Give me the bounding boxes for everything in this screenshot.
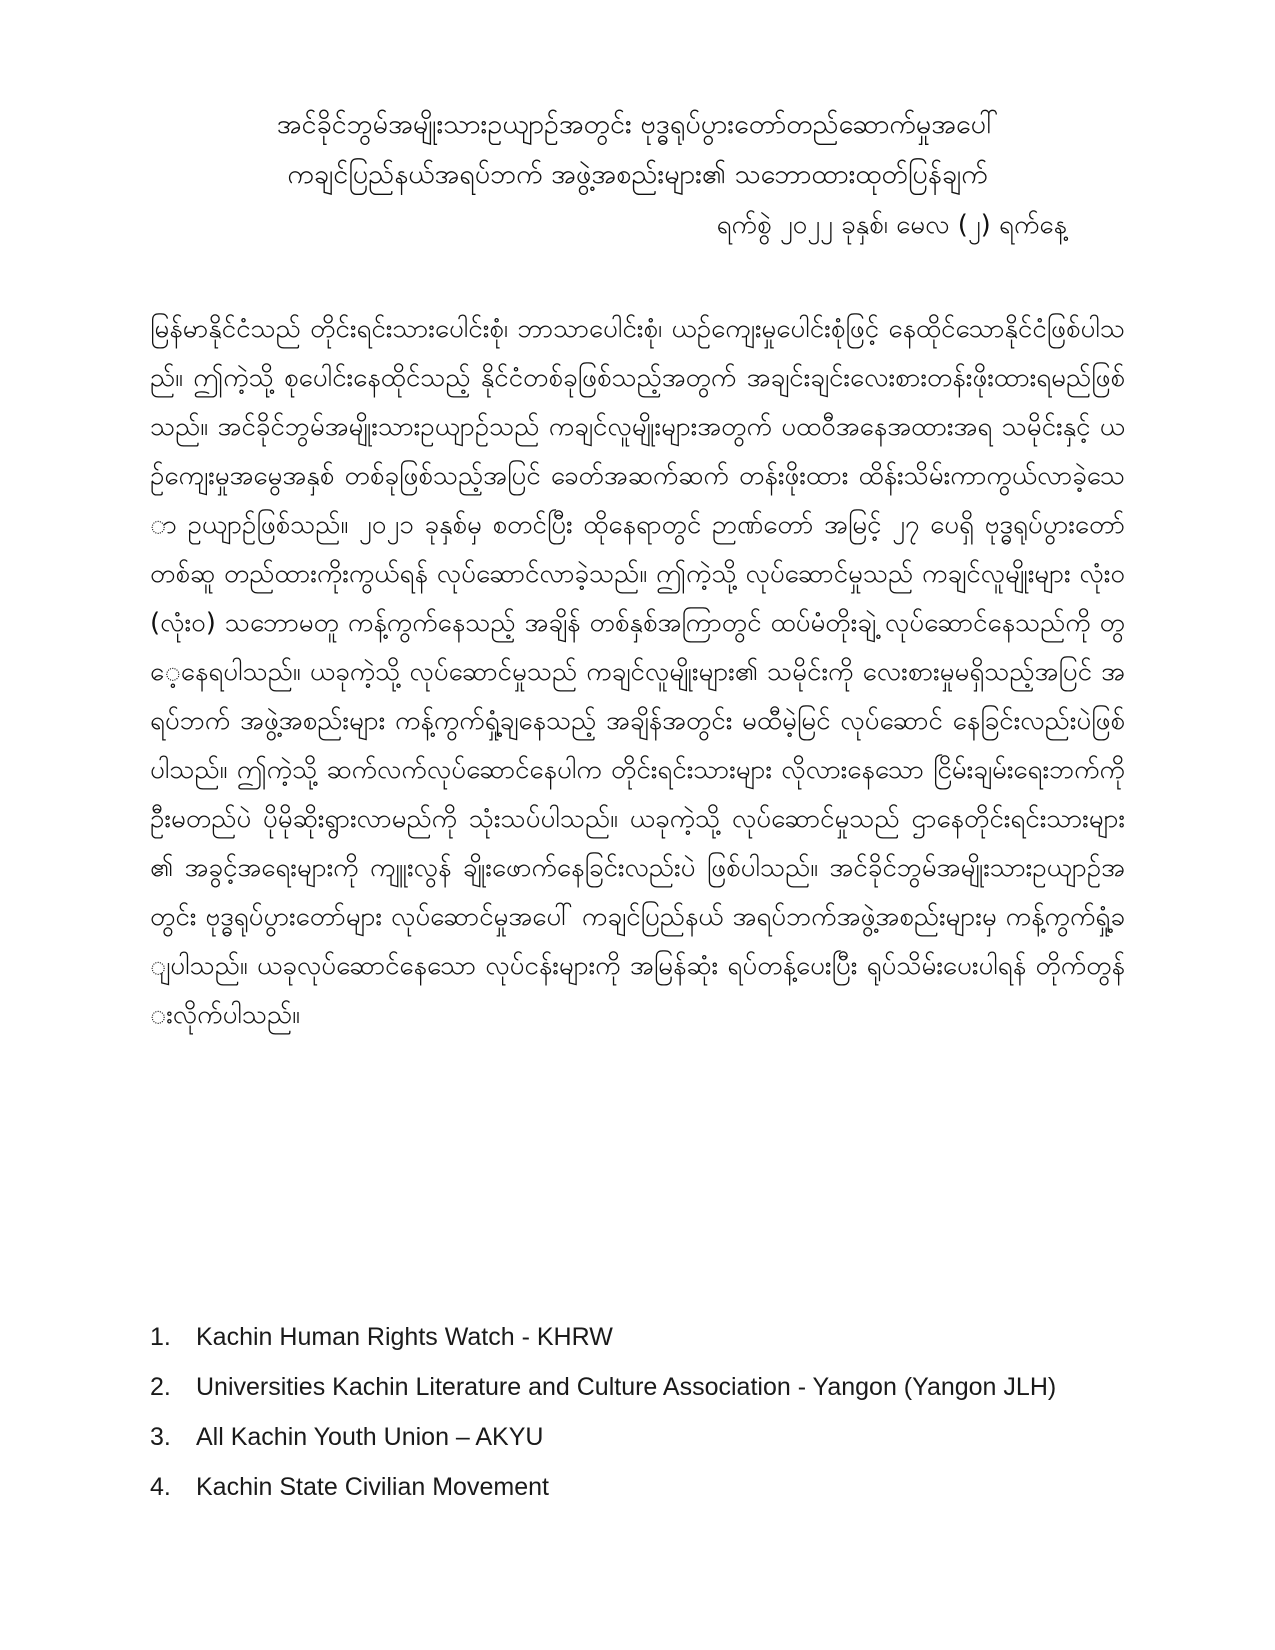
organization-name: Kachin Human Rights Watch - KHRW — [196, 1323, 613, 1351]
signatory-list — [150, 1312, 1150, 1512]
organization-name: All Kachin Youth Union – AKYU — [196, 1423, 544, 1451]
heading-line-2: ကချင်ပြည်နယ်အရပ်ဘက် အဖွဲ့အစည်းများ၏ သဘောထားထုတ်ပြန်ချက် — [287, 159, 988, 190]
list-number: 2. — [150, 1373, 171, 1401]
signatory-item — [150, 1462, 1150, 1512]
statement-date: ရက်စွဲ ၂၀၂၂ ခုနှစ်၊ မေလ (၂) ရက်နေ့ — [716, 210, 1067, 240]
statement-heading — [150, 100, 1125, 250]
list-number: 4. — [150, 1473, 171, 1501]
signatory-item — [150, 1412, 1150, 1462]
organization-name: Universities Kachin Literature and Culture Association - Yangon (Yangon JLH) — [196, 1373, 1057, 1401]
organization-name: Kachin State Civilian Movement — [196, 1473, 549, 1501]
heading-line-1: အင်ခိုင်ဘွမ်အမျိုးသားဥယျာဉ်အတွင်း ဗုဒ္ဓရုပ်ပွားတော်တည်ဆောက်မှုအပေါ် — [276, 109, 999, 140]
signatory-item — [150, 1362, 1150, 1412]
statement-body: မြန်မာနိုင်ငံသည် တိုင်းရင်းသားပေါင်းစုံ၊ ဘာသာပေါင်းစုံ၊ ယဉ်ကျေးမှုပေါင်းစုံဖြင့် နေထိုင်သောနိုင်ငံဖြစ်ပါသည်။ ဤကဲ့သို့ စုပေါင်းနေထိုင်သည့် နိုင်ငံတစ်ခုဖြစ်သည့်အတွက် အချင်းချင်းလေးစားတန်းဖိုးထားရမည်ဖြစ်သည်။ အင်ခိုင်ဘွမ်အမျိုးသားဥယျာဉ်သည် ကချင်လူမျိုးများအတွက် ပထဝီအနေအထားအရ သမိုင်းနှင့် ယဉ်ကျေးမှုအမွေအနှစ် တစ်ခုဖြစ်သည့်အပြင် ခေတ်အဆက်ဆက် တန်းဖိုးထား ထိန်းသိမ်းကာကွယ်လာခဲ့သော ဥယျာဉ်ဖြစ်သည်။ ၂၀၂၁ ခုနှစ်မှ စတင်ပြီး ထိုနေရာတွင် ဉာဏ်တော် အမြင့် ၂၇ ပေရှိ ဗုဒ္ဓရုပ်ပွားတော်တစ်ဆူ တည်ထားကိုးကွယ်ရန် လုပ်ဆောင်လာခဲ့သည်။ ဤကဲ့သို့ လုပ်ဆောင်မှုသည် ကချင်လူမျိုးများ လုံးဝ (လုံးဝ) သဘောမတူ ကန့်ကွက်နေသည့် အချိန် တစ်နှစ်အကြာတွင် ထပ်မံတိုးချဲ့ လုပ်ဆောင်နေသည်ကို တွေ့နေရပါသည်။ ယခုကဲ့သို့ လုပ်ဆောင်မှုသည် ကချင်လူမျိုးများ၏ သမိုင်းကို လေးစားမှုမရှိသည့်အပြင် အရပ်ဘက် အဖွဲ့အစည်းများ ကန့်ကွက်ရှုံ့ချနေသည့် အချိန်အတွင်း မထီမဲ့မြင် လုပ်ဆောင် နေခြင်းလည်းပဲဖြစ်ပါသည်။ ဤကဲ့သို့ ဆက်လက်လုပ်ဆောင်နေပါက တိုင်းရင်းသားများ လိုလားနေသော ငြိမ်းချမ်းရေးဘက်ကို ဦးမတည်ပဲ ပိုမိုဆိုးရွားလာမည်ကို သုံးသပ်ပါသည်။ ယခုကဲ့သို့ လုပ်ဆောင်မှုသည် ဌာနေတိုင်းရင်းသားများ၏ အခွင့်အရေးများကို ကျူးလွန် ချိုးဖောက်နေခြင်းလည်းပဲ ဖြစ်ပါသည်။ အင်ခိုင်ဘွမ်အမျိုးသားဥယျာဉ်အတွင်း ဗုဒ္ဓရုပ်ပွားတော်များ လုပ်ဆောင်မှုအပေါ် ကချင်ပြည်နယ် အရပ်ဘက်အဖွဲ့အစည်းများမှ ကန့်ကွက်ရှုံ့ချပါသည်။ ယခုလုပ်ဆောင်နေသော လုပ်ငန်းများကို အမြန်ဆုံး ရပ်တန့်ပေးပြီး ရုပ်သိမ်းပေးပါရန် တိုက်တွန်းလိုက်ပါသည်။ — [150, 314, 1125, 1030]
list-number: 1. — [150, 1323, 171, 1351]
list-number: 3. — [150, 1423, 171, 1451]
signatory-item — [150, 1312, 1150, 1362]
